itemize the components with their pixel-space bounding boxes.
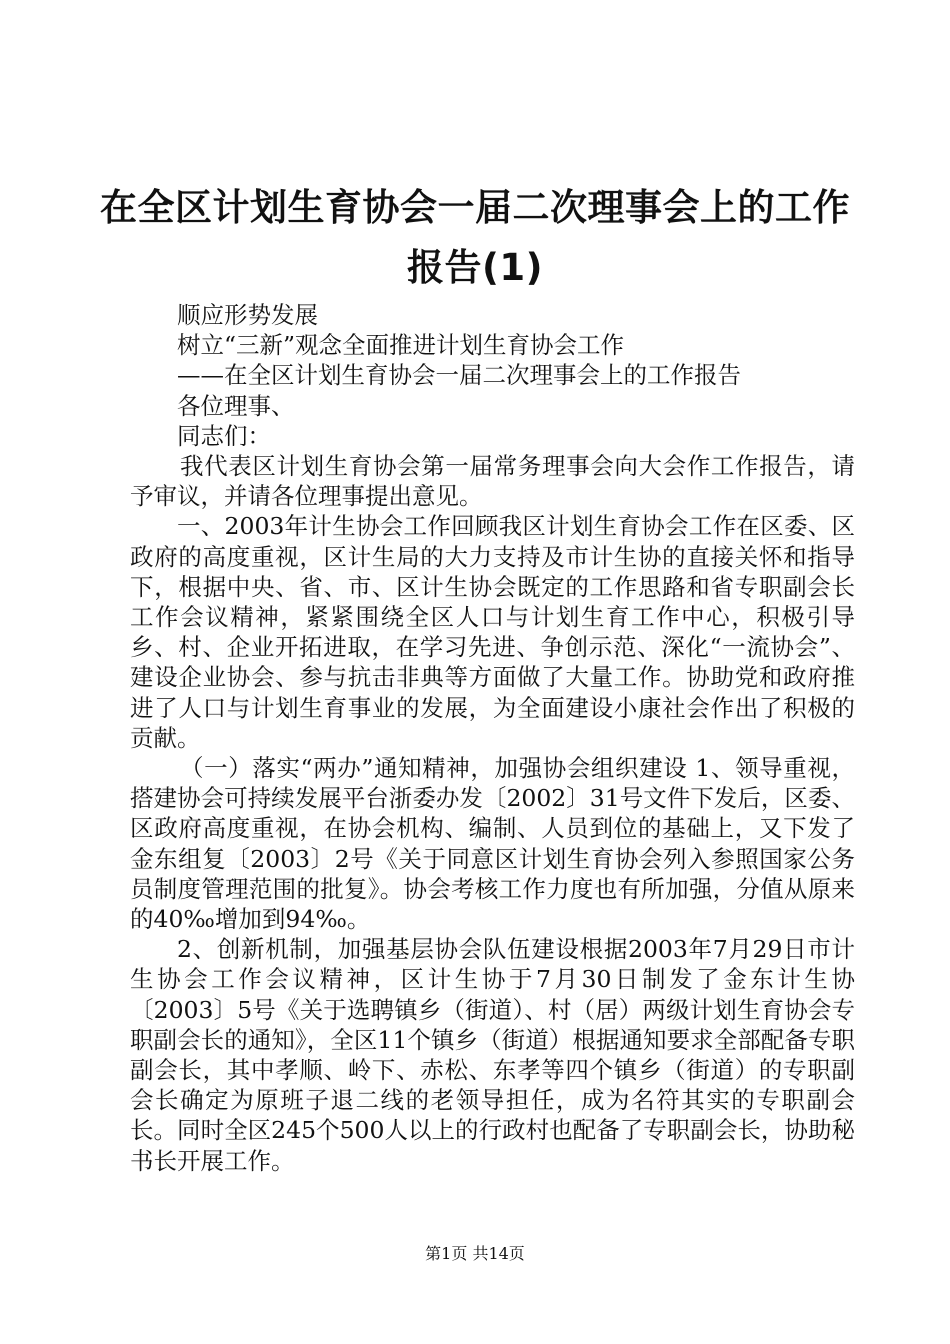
paragraph-salutation-2: 同志们： (177, 421, 271, 450)
document-title-line-2: 报告(1) (406, 246, 544, 289)
page-footer: 第1页 共14页 (425, 1244, 525, 1263)
paragraph-section-1-2: 2、创新机制，加强基层协会队伍建设根据2003年7月29日市计生协会工作会议精神，区计生协于7月30日制发了金东计生协〔2003〕5号《关于选聘镇乡（街道）、村（居）两级计划生育协会专职副会长的通知》，全区11个镇乡（街道）根据通知要求全部配备专职副会长，其中孝顺、岭下、赤松、东孝等四个镇乡（街道）的专职副会长确定为原班子退二线的老领导担任，成为名符其实的专职副会长。同时全区245个500人以上的行政村也配备了专职副会长，协助秘书长开展工作。 (130, 935, 855, 1175)
paragraph-heading-1: 顺应形势发展 (177, 301, 318, 329)
paragraph-section-1-1: （一）落实“两办”通知精神，加强协会组织建设 1、领导重视，搭建协会可持续发展平台浙委办发〔2002〕31号文件下发后，区委、区政府高度重视，在协会机构、编制、人员到位的基础上，又下发了金东组复〔2003〕2号《关于同意区计划生育协会列入参照国家公务员制度管理范围的批复》。协会考核工作力度也有所加强，分值从原来的40‰增加到94‰。 (130, 754, 855, 934)
paragraph-salutation-1: 各位理事、 (177, 391, 295, 420)
document-title-line-1: 在全区计划生育协会一届二次理事会上的工作 (100, 186, 850, 229)
paragraph-subtitle: ——在全区计划生育协会一届二次理事会上的工作报告 (177, 361, 741, 390)
paragraph-section-1: 一、2003年计生协会工作回顾我区计划生育协会工作在区委、区政府的高度重视，区计生局的大力支持及市计生协的直接关怀和指导下，根据中央、省、市、区计生协会既定的工作思路和省专职副会长工作会议精神，紧紧围绕全区人口与计划生育工作中心，积极引导乡、村、企业开拓进取，在学习先进、争创示范、深化“一流协会”、建设企业协会、参与抗击非典等方面做了大量工作。协助党和政府推进了人口与计划生育事业的发展，为全面建设小康社会作出了积极的贡献。 (130, 512, 855, 752)
document-body (130, 300, 855, 1176)
paragraph-heading-2: 树立“三新”观念全面推进计划生育协会工作 (177, 331, 625, 360)
paragraph-intro: 我代表区计划生育协会第一届常务理事会向大会作工作报告，请予审议，并请各位理事提出意见。 (130, 452, 855, 511)
